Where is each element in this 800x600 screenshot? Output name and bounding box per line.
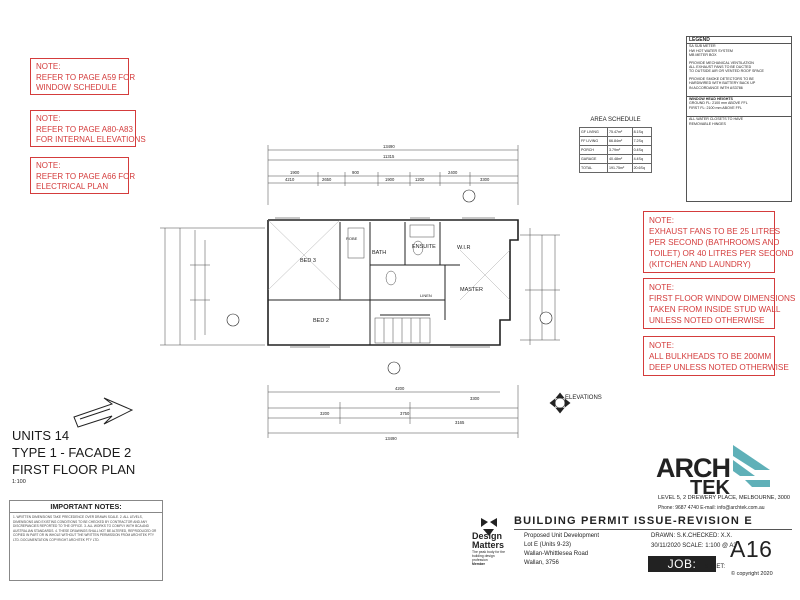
note-line: NOTE: <box>36 161 61 170</box>
cell: 7.2Sq <box>632 137 651 146</box>
legend-row: ALL EXHAUST FANS TO BE DUCTED <box>689 65 752 70</box>
cell: 20.6Sq <box>632 164 651 173</box>
fixtures <box>348 225 434 285</box>
important-notes-panel <box>9 500 163 581</box>
legend-row: PROVIDE SMOKE DETECTORS TO BE <box>689 76 754 81</box>
dim-label: 3750 <box>400 411 410 416</box>
room-bed3: BED 3 <box>300 258 316 264</box>
bottom-dimension-lines <box>268 385 518 438</box>
firm-contact: Phone: 9687 4740 E-mail: info@archtek.com.au <box>658 505 765 511</box>
design-matters-tagline: The peak body for the building design profession <box>472 550 505 562</box>
drawing-title-units: UNITS 14 <box>12 428 70 443</box>
design-matters-logo <box>472 532 510 566</box>
dim-label: 3165 <box>455 420 465 425</box>
north-arrow-icon <box>74 398 132 427</box>
dim-label: 3300 <box>480 177 490 182</box>
archtek-wordmark-bottom: TEK <box>690 477 730 499</box>
room-robe: ROBE <box>346 236 358 241</box>
dim-label: 2400 <box>448 170 458 175</box>
dim-label: 11315 <box>383 154 395 159</box>
sheet-label: SHEET: <box>704 564 726 570</box>
legend-row: HW HOT WATER SYSTEM <box>689 48 733 53</box>
dim-label: 13490 <box>383 144 395 149</box>
legend-row: GROUND FL: 2100 mm ABOVE FFL <box>689 101 748 106</box>
room-ensuite: ENSUITE <box>412 244 436 250</box>
cell: PORCH <box>580 146 608 155</box>
note-line: NOTE: <box>649 283 675 292</box>
copyright: © copyright 2020 <box>731 571 773 577</box>
drawing-title-block <box>12 427 135 485</box>
dim-label: 3200 <box>320 411 330 416</box>
legend-row: FIRST FL: 2100 mm ABOVE FFL <box>689 105 743 110</box>
drawing-title-type: TYPE 1 - FACADE 2 <box>12 445 132 460</box>
legend-row: ALL WATER CLOSETS TO HAVE <box>687 116 791 121</box>
note-line: NOTE: <box>649 216 675 225</box>
dim-label: 1900 <box>290 170 300 175</box>
cell: 66.84m² <box>608 137 633 146</box>
room-bed2: BED 2 <box>313 318 329 324</box>
note-line: ELECTRICAL PLAN <box>36 182 109 191</box>
date-scale: 30/11/2020 SCALE: 1:100 @ A3 <box>651 543 737 549</box>
project-line-2: Lot E (Units 9-23) <box>524 542 572 548</box>
design-matters-member: Member <box>472 562 486 566</box>
firm-address: LEVEL 5, 2 DREWERY PLACE, MELBOURNE, 3000 <box>658 495 791 501</box>
project-line-1: Proposed Unit Development <box>524 533 600 539</box>
note-line: EXHAUST FANS TO BE 25 LITRES <box>649 227 781 236</box>
dim-label: 2650 <box>322 177 332 182</box>
dim-label: 1900 <box>385 177 395 182</box>
sheet-number: A16 <box>730 536 773 562</box>
room-master: MASTER <box>460 287 483 293</box>
stairs <box>375 318 430 343</box>
note-line: UNLESS NOTED OTHERWISE <box>649 316 765 325</box>
important-notes-body: 1. WRITTEN DIMENSIONS TAKE PRECEDENCE OVER DRAWN SCALE. 2. ALL LEVELS, DIMENSIONS AND EXISTING CONDITIONS TO BE CHECKED BY CONTRACTOR AND ANY DISCREPANCIES REPORTED TO THE OFFICE. 3. ALL WORKS TO COMPLY WITH BCA AND AUSTRALIAN STANDARDS. 4. THESE DRAWINGS SHALL NOT BE ALTERED, REPRODUCED OR COPIED IN PART OR IN WHOLE WITHOUT THE WRITTEN PERMISSION FROM ARCHITEK PTY LTD. DOCUMENTATION COPYRIGHT ARCHITEK PTY LTD. <box>13 515 157 542</box>
note-line: (KITCHEN AND LAUNDRY) <box>649 260 751 269</box>
cell: 40.48m² <box>608 155 633 164</box>
dim-label: 4200 <box>395 386 405 391</box>
project-line-3: Wallan-Whittlesea Road <box>524 551 589 557</box>
legend-row: REMOVABLE HINGES <box>689 121 726 126</box>
dim-label: 13490 <box>385 436 397 441</box>
legend-row: PROVIDE MECHANICAL VENTILATION <box>689 60 754 65</box>
note-line: REFER TO PAGE A59 FOR <box>36 72 136 82</box>
cell: 4.4Sq <box>632 155 651 164</box>
note-line: REFER TO PAGE A66 FOR <box>36 171 136 181</box>
dim-label: 4210 <box>285 177 295 182</box>
elevations-label: ELEVATIONS <box>565 395 602 401</box>
note-line: WINDOW SCHEDULE <box>36 83 117 92</box>
drawn-by: DRAWN: S.K. <box>651 533 689 539</box>
cell: 0.4Sq <box>632 146 651 155</box>
cell: GF LIVING <box>580 128 608 137</box>
legend-row: TO OUTSIDE AIR OR VENTED ROOF SPACE <box>689 69 764 74</box>
note-line: REFER TO PAGE A80-A83 <box>36 124 133 134</box>
note-line: NOTE: <box>36 114 61 123</box>
note-line: ALL BULKHEADS TO BE 200MM <box>649 352 772 361</box>
cell: FF LIVING <box>580 137 608 146</box>
drawing-scale: 1:100 <box>12 479 26 485</box>
legend-row: MB METER BOX <box>689 53 717 58</box>
legend-row: SA SUB METER <box>689 44 716 49</box>
cell: 3.79m² <box>608 146 633 155</box>
permit-banner: BUILDING PERMIT ISSUE-REVISION E <box>514 515 753 527</box>
right-dimension-lines <box>520 228 560 345</box>
dim-label: 3300 <box>470 396 480 401</box>
dim-label: 900 <box>352 170 359 175</box>
area-schedule-title: AREA SCHEDULE <box>590 117 641 123</box>
room-wir: W.I.R <box>457 245 471 251</box>
cell: 191.75m² <box>608 164 633 173</box>
checked-by: CHECKED: X.X. <box>688 533 733 539</box>
cell: GARAGE <box>580 155 608 164</box>
job-number: JOB: 021.17 <box>648 556 716 572</box>
legend-row: IN ACCORDANCE WITH AS3786 <box>689 85 743 90</box>
project-line-4: Wallan, 3756 <box>524 560 559 566</box>
legend-row: HARDWIRED WITH BATTERY BACK UP <box>689 81 756 86</box>
room-linen: LINEN <box>420 293 432 298</box>
cell: 75.47m² <box>608 128 633 137</box>
note-line: NOTE: <box>36 62 61 71</box>
archtek-wordmark-top: ARCH <box>656 453 730 483</box>
note-line: FOR INTERNAL ELEVATIONS <box>36 135 146 144</box>
archtek-logo-icon <box>733 445 770 487</box>
left-dimension-lines <box>160 228 265 345</box>
drawing-title-plan: FIRST FLOOR PLAN <box>12 462 136 477</box>
note-line: PER SECOND (BATHROOMS AND <box>649 238 780 247</box>
section-markers <box>227 190 552 374</box>
note-line: NOTE: <box>649 341 675 350</box>
note-line: TOILET) OR 40 LITRES PER SECOND <box>649 249 794 258</box>
legend-row: WINDOW HEAD HEIGHTS <box>687 96 791 101</box>
important-notes-title: IMPORTANT NOTES: <box>10 501 162 513</box>
note-line: FIRST FLOOR WINDOW DIMENSIONS <box>649 294 796 303</box>
dim-label: 1200 <box>415 177 425 182</box>
design-matters-name: Design Matters <box>472 531 505 550</box>
cell: 8.1Sq <box>632 128 651 137</box>
windows <box>275 218 495 347</box>
note-line: TAKEN FROM INSIDE STUD WALL <box>649 305 781 314</box>
room-bath: BATH <box>372 250 387 256</box>
note-line: DEEP UNLESS NOTED OTHERWISE <box>649 363 789 372</box>
cell: TOTAL <box>580 164 608 173</box>
banner-divider <box>514 529 792 530</box>
legend-title: LEGEND <box>687 37 791 44</box>
